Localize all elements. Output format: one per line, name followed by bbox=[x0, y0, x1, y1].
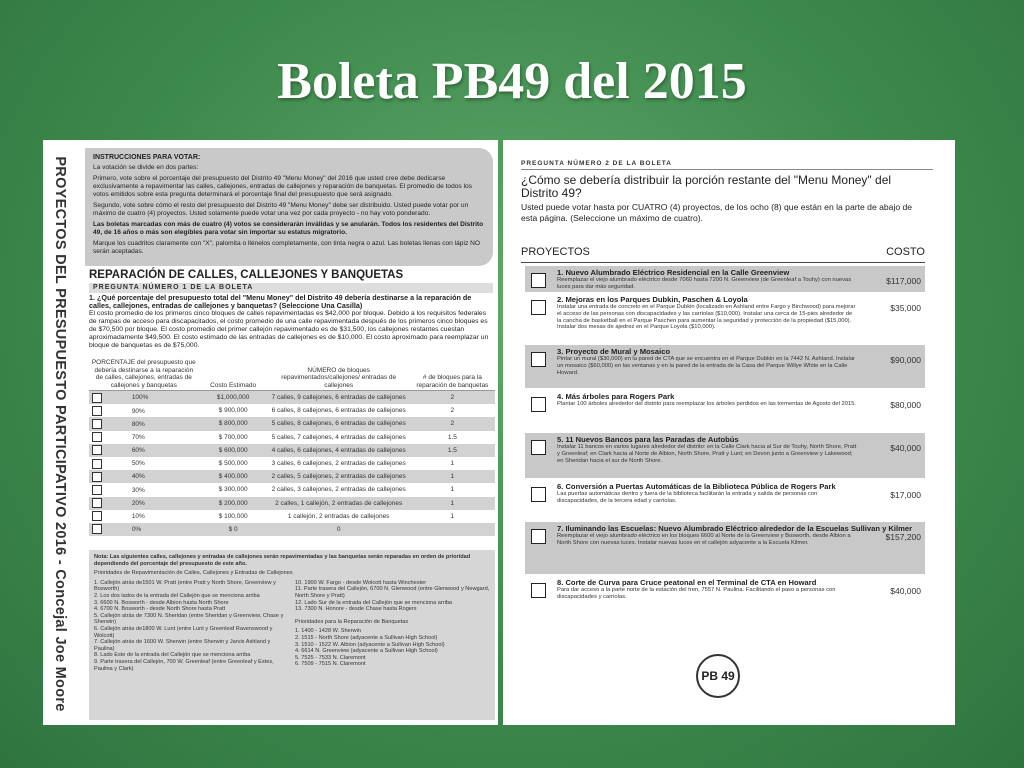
percentage-table bbox=[89, 358, 495, 536]
priority-item: 10. 1900 W. Fargo - desde Wolcott hasta Winchester bbox=[295, 579, 427, 586]
cost-cell: $ 200,000 bbox=[199, 497, 268, 510]
pb49-logo: PB 49 bbox=[696, 654, 740, 698]
percentage-cell[interactable] bbox=[89, 457, 199, 470]
cost-cell: $ 500,000 bbox=[218, 460, 248, 468]
checkbox[interactable] bbox=[92, 393, 102, 403]
project-item bbox=[525, 433, 925, 478]
percentage-label: 100% bbox=[131, 394, 149, 402]
project-cost: $90,000 bbox=[890, 355, 921, 365]
priority-item: 7. Callejón atrás de 1600 W. Sherwin (entre Sherwin y Jarvis Ashland y Paulina) bbox=[94, 639, 271, 652]
percentage-cell[interactable] bbox=[89, 523, 199, 536]
col-header: Costo Estimado bbox=[199, 358, 268, 391]
blocks-cell: 2 calles, 5 callejones, 2 entradas de callejones bbox=[268, 470, 410, 483]
question-1-detail: El costo promedio de los primeros cinco bloques de calles repavimentadas es $42,000 por bloque. Debido a los requisitos federales de rampas de acceso para discapacitados, el costo promedio de una calle repavimentada después de los primeros cinco bloques es de $70,500 por bloque. El costo promedio del primer callejón repavimentado es de $31,500, los callejones restantes cuestan aproximadamente $49,500. El costo estimado de las entradas de callejones es de $10,000. El costo aproximado para reemplazar un bloque de banquetas es de $75,000. bbox=[89, 310, 489, 349]
percentage-label: 20% bbox=[131, 499, 145, 507]
project-description: Reemplazar el viejo alumbrado eléctrico en los bloques 6600 al Norte de la Greenview y Bosworth, desde Albion a North Shore con nuevas luces. Instalar nuevas luces en el callejón adyacente a la Escuela Kilmer. bbox=[557, 533, 851, 546]
instruction-line: Segundo, vote sobre cómo el resto del presupuesto del Distrito 49 "Menu Money" debe ser distribuido. Usted puede votar por un máximo de cuatro (4) proyectos. Usted solamente puede votar una vez por cada proyecto - no hay voto ponderado. bbox=[93, 202, 469, 217]
priorities-box bbox=[89, 550, 495, 720]
instruction-line: Primero, vote sobre el porcentaje del presupuesto del Distrito 49 "Menu Money" del 2016 que usted cree debe dedicarse exclusivamente a repavimentar las calles, callejones, entradas de callejones y reparación de banquetas. El promedio de todos los votos emitidos sobre esta pregunta determinará el porcentaje final del presupuesto que será asignado. bbox=[93, 175, 472, 198]
percentage-label: 90% bbox=[131, 407, 145, 415]
percentage-cell[interactable] bbox=[89, 510, 199, 523]
checkbox[interactable] bbox=[92, 432, 102, 442]
project-cost: $157,200 bbox=[885, 532, 921, 542]
percentage-row bbox=[89, 510, 495, 523]
percentage-cell[interactable] bbox=[89, 483, 199, 496]
project-checkbox[interactable] bbox=[531, 440, 546, 455]
instructions-box bbox=[85, 148, 493, 266]
sidewalk-cell: 1 bbox=[450, 486, 455, 494]
project-title: 8. Corte de Curva para Cruce peatonal en el Terminal de CTA en Howard bbox=[557, 578, 817, 587]
percentage-cell[interactable] bbox=[89, 431, 199, 444]
sidewalk-cell: 1 bbox=[450, 512, 455, 520]
question-2-bar: PREGUNTA NÚMERO 2 DE LA BOLETA bbox=[521, 160, 933, 170]
project-description: Instalar 11 bancos en varios lugares alrededor del distrito: en la Calle Clark hacia al Sur de Touhy, North Shore, Pratt y Greenleaf; en Clark hacia al Norte de Albion, North Shore, Pratt y Lunt; en Devon junto a Greenview y Lakewood; en Sheridan hacia el sur de North Shore. bbox=[557, 444, 857, 464]
percentage-row bbox=[89, 431, 495, 444]
project-title: 2. Mejoras en los Parques Dubkin, Paschen & Loyola bbox=[557, 295, 748, 304]
project-cost: $117,000 bbox=[886, 276, 921, 286]
project-cost: $40,000 bbox=[890, 443, 921, 453]
priority-item: 1. Callejón atrás de1501 W. Pratt (entre Pratt y North Shore, Greenview y Bosworth) bbox=[94, 579, 276, 593]
blocks-cell: 5 calles, 8 callejones, 6 entradas de callejones bbox=[268, 417, 410, 430]
checkbox[interactable] bbox=[92, 511, 102, 521]
project-description: Las puertas automáticas dentro y fuera de la biblioteca facilitarán la entrada y salida de personas con discapacidades, de la tercera edad y carriolas. bbox=[557, 491, 818, 504]
sidewalk-cell: 1.5 bbox=[447, 433, 457, 441]
projects-column-label: PROYECTOS bbox=[521, 246, 590, 258]
checkbox[interactable] bbox=[92, 459, 102, 469]
blocks-cell: 3 calles, 6 callejones, 2 entradas de callejones bbox=[271, 460, 406, 468]
priority-item: 2. Los dos lados de la entrada del Callejón que se menciona arriba bbox=[94, 592, 260, 599]
question-2-instruction: Usted puede votar hasta por CUATRO (4) proyectos, de los ocho (8) que están en la parte de abajo de esta página. (Seleccione un máximo de cuatro). bbox=[521, 202, 913, 223]
checkbox[interactable] bbox=[92, 524, 102, 534]
priority-item: 6. 7509 - 7515 N. Claremont bbox=[295, 661, 366, 668]
blocks-cell: 4 calles, 6 callejones, 4 entradas de callejones bbox=[268, 444, 410, 457]
sidewalk-cell bbox=[410, 523, 495, 536]
blocks-cell: 6 calles, 8 callejones, 6 entradas de callejones bbox=[271, 407, 406, 415]
project-description: Plantar 100 árboles alrededor del distrito para reemplazar los árboles perdidos en las tormentas de Agosto del 2015. bbox=[557, 401, 857, 407]
percentage-label: 80% bbox=[131, 420, 145, 428]
project-description: Instalar una entrada de concreto en el Parque Dubkin (localizado en Ashland entre Fargo y Birchwood) para mejorar el acceso de las personas con discapacidades y las carriolas ($10,000). Instalar una cerca de 15-pies alrededor de la cancha de basketball en el Parque Paschen para aumentar la seguridad y protección de la propiedad ($15,000). Instalar dos mesas de ajedrez en el Parque Loyola ($10,000). bbox=[557, 304, 856, 331]
percentage-row bbox=[89, 523, 495, 536]
col-header: PORCENTAJE del presupuesto que debería destinarse a la reparación de calles, callejones, entradas de callejones y banquetas bbox=[89, 358, 199, 391]
percentage-row bbox=[89, 457, 495, 470]
percentage-row bbox=[89, 483, 495, 496]
priorities-column-1 bbox=[94, 580, 289, 672]
sidewalk-heading: Prioridades para la Reparación de Banquetas bbox=[295, 618, 409, 625]
cost-cell: $ 100,000 bbox=[218, 512, 248, 520]
project-cost: $80,000 bbox=[890, 400, 921, 410]
vertical-title: PROYECTOS DEL PRESUPUESTO PARTICIPATIVO 2016 - Concejal Joe Moore bbox=[52, 155, 68, 712]
project-item bbox=[525, 480, 925, 520]
project-cost: $35,000 bbox=[890, 303, 921, 313]
project-title: 6. Conversión a Puertas Automáticas de la Biblioteca Pública de Rogers Park bbox=[557, 482, 836, 491]
question-2-text: ¿Cómo se debería distribuir la porción restante del "Menu Money" del Distrito 49? bbox=[521, 173, 892, 200]
checkbox[interactable] bbox=[92, 485, 102, 495]
percentage-row bbox=[89, 391, 495, 405]
checkbox[interactable] bbox=[92, 498, 102, 508]
project-item bbox=[525, 390, 925, 430]
percentage-label: 60% bbox=[131, 447, 145, 455]
project-checkbox[interactable] bbox=[531, 352, 546, 367]
priority-item: 13. 7300 N. Honore - desde Chase hasta Rogers bbox=[295, 606, 417, 613]
project-checkbox[interactable] bbox=[531, 273, 546, 288]
project-checkbox[interactable] bbox=[531, 583, 546, 598]
slide-title: Boleta PB49 del 2015 bbox=[277, 53, 747, 110]
priority-item: 4. 6700 N. Bosworth - desde North Shore hasta Pratt bbox=[94, 606, 226, 613]
percentage-label: 40% bbox=[131, 473, 145, 481]
project-description: Para dar acceso a la parte norte de la estación del tren, 7557 N. Paulina. Facilitando el paso a personas con discapacidades y carriolas. bbox=[557, 587, 836, 600]
question-1-text bbox=[89, 294, 495, 350]
project-cost: $17,000 bbox=[890, 490, 921, 500]
percentage-cell[interactable] bbox=[89, 417, 199, 430]
percentage-row bbox=[89, 497, 495, 510]
priority-item: 5. Callejón atrás de 7300 N. Sheridan (entre Sheridan y Greenview, Chase y Sherwin) bbox=[94, 612, 284, 626]
project-item bbox=[525, 345, 925, 388]
project-title: 5. 11 Nuevos Bancos para las Paradas de Autobús bbox=[557, 435, 739, 444]
cost-cell: $ 600,000 bbox=[199, 444, 268, 457]
project-description: Reemplazar el viejo alumbrado eléctrico desde 7060 hasta 7200 N. Greenview (de Greenleaf a Touhy) con nuevas luces para dar más seguridad. bbox=[557, 277, 852, 290]
project-checkbox[interactable] bbox=[531, 397, 546, 412]
question-1: 1. ¿Qué porcentaje del presupuesto total del "Menu Money" del Distrito 49 debería destinarse a la reparación de calles, callejones, entradas de callejones y banquetas? (Seleccione Una Casilla) bbox=[89, 293, 472, 310]
priorities-note: Nota: Las siguientes calles, callejones y entradas de callejones serán repavimentadas y las banquetas serán reparadas en orden de prioridad dependiendo del porcentaje del presupuesto de este año. bbox=[94, 554, 471, 567]
checkbox[interactable] bbox=[92, 445, 102, 455]
instructions-heading: INSTRUCCIONES PARA VOTAR: bbox=[93, 154, 201, 161]
section-title: REPARACIÓN DE CALLES, CALLEJONES Y BANQUETAS bbox=[89, 269, 404, 281]
cost-cell: $ 400,000 bbox=[199, 470, 268, 483]
priority-item: 12. Lado Sur de la entrada del Callejón que se menciona arriba bbox=[295, 599, 453, 606]
priority-item: 11. Parte trasera del Callejón, 6700 N. Glenwood (entre Glenwood y Newgard, North Shore y Pratt) bbox=[295, 586, 490, 599]
sidewalk-cell: 2 bbox=[410, 391, 495, 405]
instruction-line: Marque los cuadritos claramente con "X", palomita o llénelos completamente, con tinta negra o azul. Las boletas llenas con lápiz NO serán aceptadas. bbox=[93, 240, 480, 255]
sidewalk-cell: 1 bbox=[450, 460, 455, 468]
percentage-label: 0% bbox=[131, 526, 142, 534]
checkbox[interactable] bbox=[92, 472, 102, 482]
blocks-cell: 1 callejón, 2 entradas de callejones bbox=[287, 512, 390, 520]
instruction-line: La votación se divide en dos partes: bbox=[93, 164, 199, 171]
project-checkbox[interactable] bbox=[531, 487, 546, 502]
blocks-cell: 7 calles, 9 callejones, 6 entradas de callejones bbox=[268, 391, 410, 405]
percentage-row bbox=[89, 444, 495, 457]
priority-item: 8. Lado Este de la entrada del Callejón que se menciona arriba bbox=[94, 652, 251, 659]
cost-cell: $ 300,000 bbox=[218, 486, 248, 494]
priority-item: 1. 1400 - 1428 W. Sherwin bbox=[295, 628, 361, 635]
cost-cell: $ 0 bbox=[199, 523, 268, 536]
checkbox[interactable] bbox=[92, 419, 102, 429]
percentage-cell[interactable] bbox=[89, 470, 199, 483]
priority-item: 9. Parte trasera del Callejón, 700 W. Greenleaf (entre Greenleaf y Estes, Paulina y Clark) bbox=[94, 658, 274, 672]
cost-cell: $1,000,000 bbox=[199, 391, 268, 405]
blocks-cell: 2 calles, 3 callejones, 2 entradas de callejones bbox=[271, 486, 406, 494]
project-item bbox=[525, 576, 925, 606]
priority-item: 3. 6600 N. Bosworth - desde Albion hasta North Shore bbox=[94, 599, 229, 606]
percentage-label: 30% bbox=[131, 486, 145, 494]
blocks-cell: 0 bbox=[268, 523, 410, 536]
project-title: 4. Más árboles para Rogers Park bbox=[557, 392, 675, 401]
priority-item: 4. 6614 N. Greenview (adyacente a Sullivan High School) bbox=[295, 648, 438, 655]
percentage-label: 70% bbox=[131, 433, 145, 441]
question-1-bar: PREGUNTA NÚMERO 1 DE LA BOLETA bbox=[89, 283, 493, 293]
priority-item: 3. 1510 - 1522 W. Albion (adyacente a Sullivan High School) bbox=[295, 641, 445, 648]
col-header: # de bloques para la reparación de banquetas bbox=[410, 358, 495, 391]
cost-column-label: COSTO bbox=[886, 246, 925, 258]
project-description: Pintar un mural ($30,000) en la pared de CTA que se encuentra en el Parque Dubkin en la 7442 N. Ashland. Instalar un mosaico ($60,000) en las ventanas y en la pared de la entrada de la Casa del Parque Willye White en la Calle Howard. bbox=[557, 356, 855, 376]
sidewalk-cell: 1 bbox=[410, 497, 495, 510]
priority-item: 6. Callejón atrás de1800 W. Lunt (entre Lunt y Greenleaf Ravenswood y Wolcott) bbox=[94, 625, 273, 639]
cost-cell: $ 900,000 bbox=[218, 407, 248, 415]
project-item bbox=[525, 293, 925, 343]
percentage-row bbox=[89, 470, 495, 483]
priority-item: 5. 7525 - 7533 N. Claremont bbox=[295, 654, 366, 661]
project-item bbox=[525, 522, 925, 574]
project-cost: $40,000 bbox=[890, 586, 921, 596]
project-checkbox[interactable] bbox=[531, 300, 546, 315]
checkbox[interactable] bbox=[92, 406, 102, 416]
sidewalk-cell: 1 bbox=[410, 470, 495, 483]
percentage-cell[interactable] bbox=[89, 444, 199, 457]
priorities-heading: Prioridades de Repavimentación de Calles, Callejones y Entradas de Callejones bbox=[94, 570, 293, 577]
percentage-cell[interactable] bbox=[89, 391, 199, 405]
ballot-page-1 bbox=[43, 140, 498, 725]
col-header: NÚMERO de bloques repavimentados/callejones/ entradas de callejones bbox=[268, 358, 410, 391]
project-title: 3. Proyecto de Mural y Mosaico bbox=[557, 347, 671, 356]
project-item bbox=[525, 266, 925, 292]
blocks-cell: 2 calles, 1 callejón, 2 entradas de callejones bbox=[268, 497, 410, 510]
blocks-cell: 5 calles, 7 callejones, 4 entradas de callejones bbox=[271, 433, 406, 441]
sidewalk-cell: 2 bbox=[450, 407, 455, 415]
percentage-label: 10% bbox=[131, 513, 145, 520]
percentage-label: 50% bbox=[131, 460, 145, 468]
instruction-line: Las boletas marcadas con más de cuatro (4) votos se considerarán inválidas y se anularán. Todos los residentes del Distrito 49, de 16 años o más son elegibles para votar sin importar su estatus migratorio. bbox=[93, 221, 484, 236]
project-title: 7. Iluminando las Escuelas: Nuevo Alumbrado Eléctrico alrededor de la Escuelas Sullivan y Kilmer bbox=[557, 524, 913, 533]
project-checkbox[interactable] bbox=[531, 529, 546, 544]
percentage-cell[interactable] bbox=[89, 497, 199, 510]
cost-cell: $ 700,000 bbox=[218, 433, 248, 441]
ballot-page-2 bbox=[503, 140, 955, 725]
percentage-row bbox=[89, 404, 495, 417]
sidewalk-cell: 2 bbox=[410, 417, 495, 430]
percentage-row bbox=[89, 417, 495, 430]
projects-header bbox=[521, 246, 925, 263]
priorities-column-2 bbox=[295, 580, 490, 672]
sidewalk-cell: 1.5 bbox=[410, 444, 495, 457]
percentage-cell[interactable] bbox=[89, 404, 199, 417]
project-title: 1. Nuevo Alumbrado Eléctrico Residencial en la Calle Greenview bbox=[557, 268, 790, 277]
priority-item: 2. 1515 - North Shore (adyacente a Sullivan High School) bbox=[295, 634, 438, 641]
cost-cell: $ 800,000 bbox=[199, 417, 268, 430]
